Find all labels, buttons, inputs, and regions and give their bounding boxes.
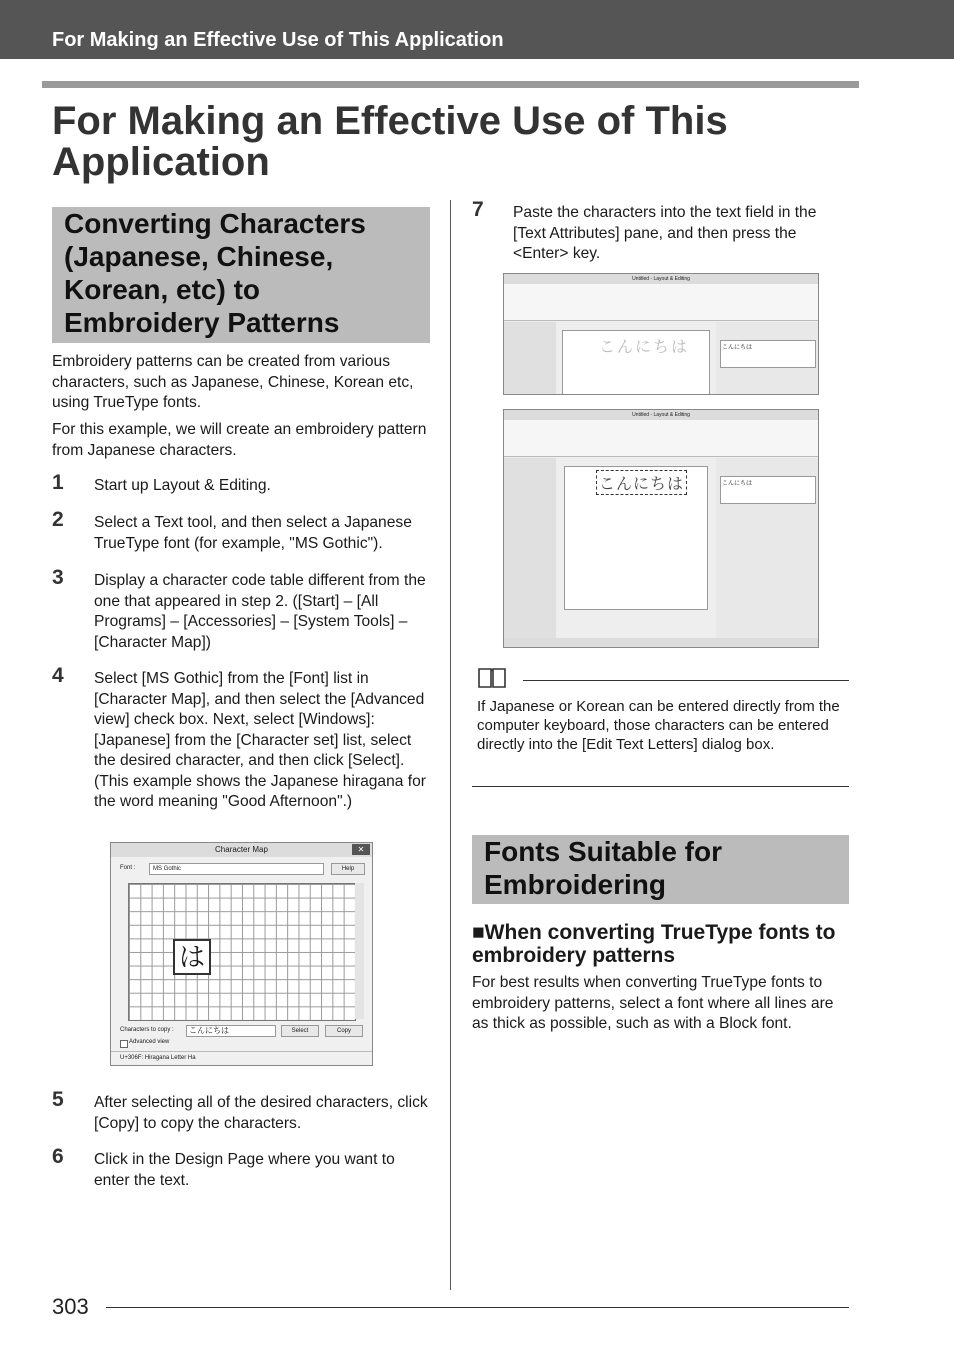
step-text: Click in the Design Page where you want to enter the text.: [94, 1151, 395, 1189]
section-heading-box-2: [472, 835, 849, 904]
app-status-bar: [504, 638, 818, 647]
advanced-view-label: Advanced view: [129, 1039, 170, 1045]
advanced-view-checkbox[interactable]: [120, 1040, 128, 1048]
font-label: Font :: [120, 865, 136, 871]
section-heading-2: Fonts Suitable for Embroidering: [484, 836, 722, 900]
fonts-paragraph: For best results when converting TrueType fonts to embroidery patterns, select a font where all lines are as thick as possible, such as with a Block font.: [472, 974, 834, 1032]
character-map-screenshot: [110, 842, 373, 1066]
status-bar: U+306F: Hiragana Letter Ha: [111, 1051, 373, 1066]
step-number: 2: [52, 508, 64, 531]
select-button[interactable]: Select: [281, 1025, 319, 1037]
font-select[interactable]: MS Gothic: [149, 863, 324, 875]
copy-button[interactable]: Copy: [325, 1025, 363, 1037]
header-title: For Making an Effective Use of This Application: [52, 29, 504, 51]
step-number: 3: [52, 566, 64, 589]
characters-to-copy-input[interactable]: こんにちは: [186, 1025, 276, 1037]
step-number: 5: [52, 1088, 64, 1111]
page-title: For Making an Effective Use of This Application: [52, 99, 728, 184]
app-title: Untitled - Layout & Editing: [504, 410, 818, 420]
step-text: Select a Text tool, and then select a Japanese TrueType font (for example, "MS Gothic").: [94, 514, 412, 552]
section-heading-box: [52, 207, 430, 343]
grid-scrollbar[interactable]: [355, 883, 364, 1019]
step-number: 7: [472, 198, 484, 221]
text-attributes-input[interactable]: こんにちは: [720, 476, 816, 504]
step-number: 6: [52, 1145, 64, 1168]
ribbon[interactable]: [504, 284, 818, 321]
footer-rule: [106, 1307, 849, 1308]
window-title: Character Map: [111, 843, 372, 857]
book-icon: [477, 666, 507, 690]
ribbon[interactable]: [504, 420, 818, 457]
sub-heading: ■When converting TrueType fonts to embroidery patterns: [472, 921, 836, 967]
column-divider: [450, 200, 451, 1290]
step-number: 1: [52, 471, 64, 494]
selected-char-preview: は: [173, 939, 211, 975]
text-attributes-input[interactable]: こんにちは: [720, 340, 816, 368]
app-screenshot-2: [503, 409, 819, 648]
step-text: Paste the characters into the text field in the [Text Attributes] pane, and then press the <Enter> key.: [513, 204, 817, 262]
note-rule-top: [523, 680, 849, 681]
note-rule-bottom: [472, 786, 849, 787]
design-text: こんにちは: [599, 339, 690, 356]
section-heading: Converting Characters (Japanese, Chinese, Korean, etc) to Embroidery Patterns: [64, 208, 366, 338]
intro-paragraph-2: For this example, we will create an embroidery pattern from Japanese characters.: [52, 421, 427, 459]
character-grid[interactable]: [128, 883, 356, 1021]
help-button[interactable]: Help: [331, 863, 365, 875]
app-title: Untitled - Layout & Editing: [504, 274, 818, 284]
app-screenshot-1: [503, 273, 819, 395]
design-text[interactable]: こんにちは: [596, 470, 687, 495]
step-number: 4: [52, 664, 64, 687]
step-text: Select [MS Gothic] from the [Font] list in [Character Map], and then select the [Advanced view] check box. Next, select [Windows]: [Japanese] from the [Character set] list, select the desired character, and then click [Select]. (This example shows the Japanese hiragana for the word meaning "Good Afternoon".): [94, 670, 426, 810]
title-rule: [42, 81, 859, 88]
sewing-order-pane: [504, 322, 556, 394]
note-text: If Japanese or Korean can be entered directly from the computer keyboard, those characters can be entered directly into the [Edit Text Letters] dialog box.: [477, 698, 840, 753]
sewing-order-pane: [504, 458, 556, 638]
step-text: After selecting all of the desired characters, click [Copy] to copy the characters.: [94, 1094, 428, 1132]
intro-paragraph-1: Embroidery patterns can be created from various characters, such as Japanese, Chinese, Korean etc, using TrueType fonts.: [52, 353, 414, 411]
page-number: 303: [52, 1294, 89, 1319]
close-icon[interactable]: ✕: [352, 844, 370, 855]
copy-label: Characters to copy :: [120, 1027, 174, 1033]
step-text: Start up Layout & Editing.: [94, 477, 271, 494]
step-text: Display a character code table different from the one that appeared in step 2. ([Start] – [All Programs] – [Accessories] – [System Tools] – [Character Map]): [94, 572, 426, 651]
